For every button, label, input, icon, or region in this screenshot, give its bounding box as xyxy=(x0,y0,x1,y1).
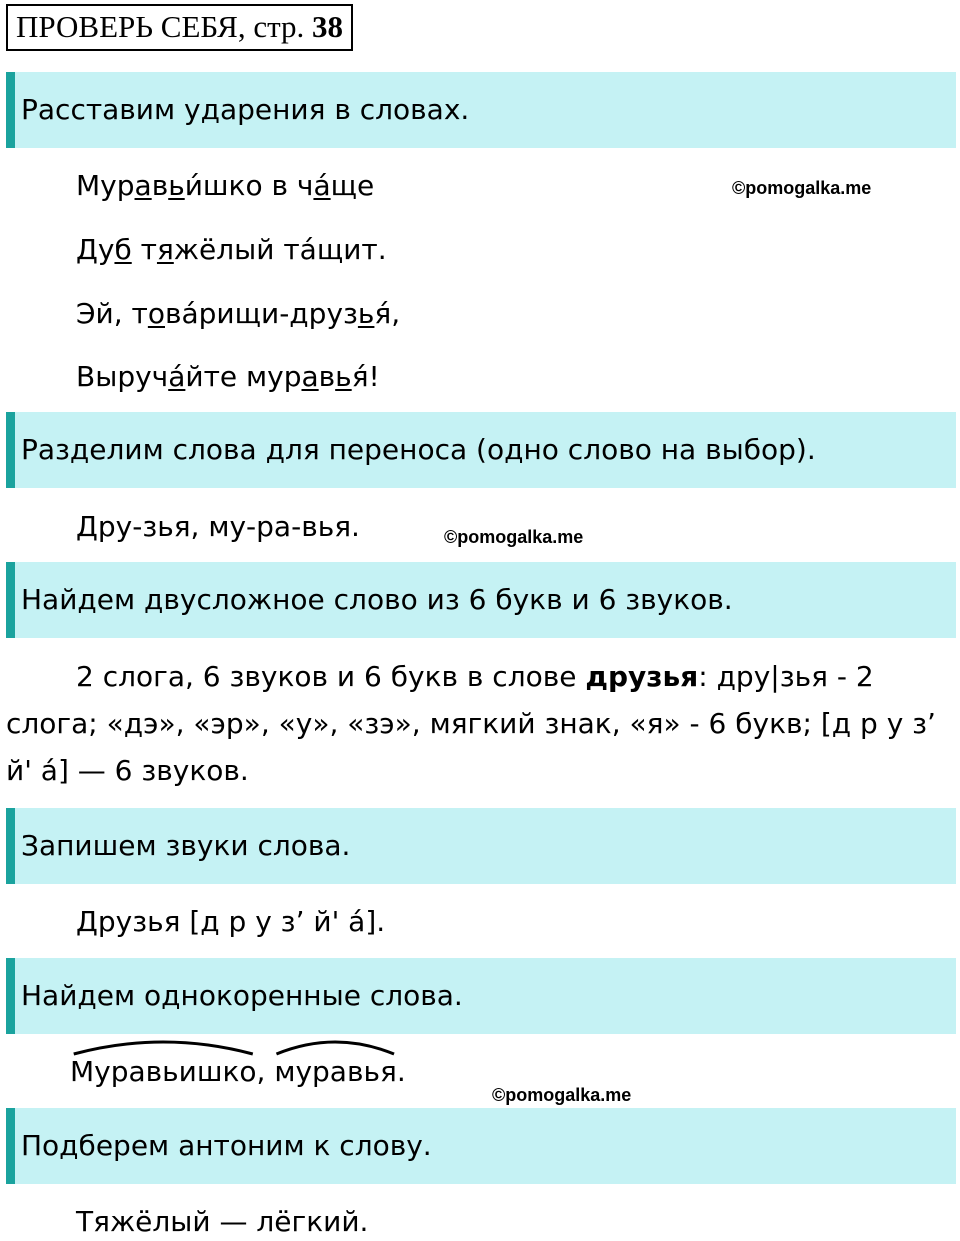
sounds-answer: Друзья [д р у з’ й' á]. xyxy=(76,905,386,938)
section-heading-stress: Расставим ударения в словах. xyxy=(6,72,956,148)
root-arc-icon xyxy=(70,1036,257,1056)
section-heading-sounds: Запишем звуки слова. xyxy=(6,808,956,884)
two-syllable-answer: 2 слога, 6 звуков и 6 букв в слове друзья: дру|зья - 2 слога; «дэ», «эр», «у», «зэ», мягкий знак, «я» - 6 букв; [д р у з’ й' á] — 6 звуков. xyxy=(6,660,936,787)
section-heading-hyphenation: Разделим слова для переноса (одно слово на выбор). xyxy=(6,412,956,488)
section-heading-two-syllable: Найдем двусложное слово из 6 букв и 6 звуков. xyxy=(6,562,956,638)
watermark: ©pomogalka.me xyxy=(492,1085,632,1105)
section-heading-same-root: Найдем однокоренные слова. xyxy=(6,958,956,1034)
page-number: 38 xyxy=(312,9,344,44)
root-word-1: Муравьишко xyxy=(70,1054,257,1090)
poem-line-3: Эй, това́рищи-друзья́, xyxy=(76,297,401,330)
watermark: ©pomogalka.me xyxy=(732,178,872,198)
poem-line-4: Выруча́йте муравья́! xyxy=(76,360,380,393)
same-root-answer: Муравьишко, муравья. xyxy=(70,1054,406,1090)
highlighted-word: друзья xyxy=(585,660,699,693)
antonym-answer: Тяжёлый — лёгкий. xyxy=(76,1205,369,1238)
title-text: ПРОВЕРЬ СЕБЯ, стр. xyxy=(16,9,305,44)
root-arc-icon xyxy=(274,1036,396,1056)
section-heading-antonym: Подберем антоним к слову. xyxy=(6,1108,956,1184)
watermark: ©pomogalka.me xyxy=(444,527,584,547)
page-title xyxy=(6,4,353,51)
root-word-2: муравья xyxy=(274,1054,396,1090)
poem-line-2: Дуб тяжёлый та́щит. xyxy=(76,233,387,266)
hyphenation-answer: Дру-зья, му-ра-вья. xyxy=(76,510,360,543)
poem-line-1: Муравьи́шко в ча́ще xyxy=(76,169,375,202)
